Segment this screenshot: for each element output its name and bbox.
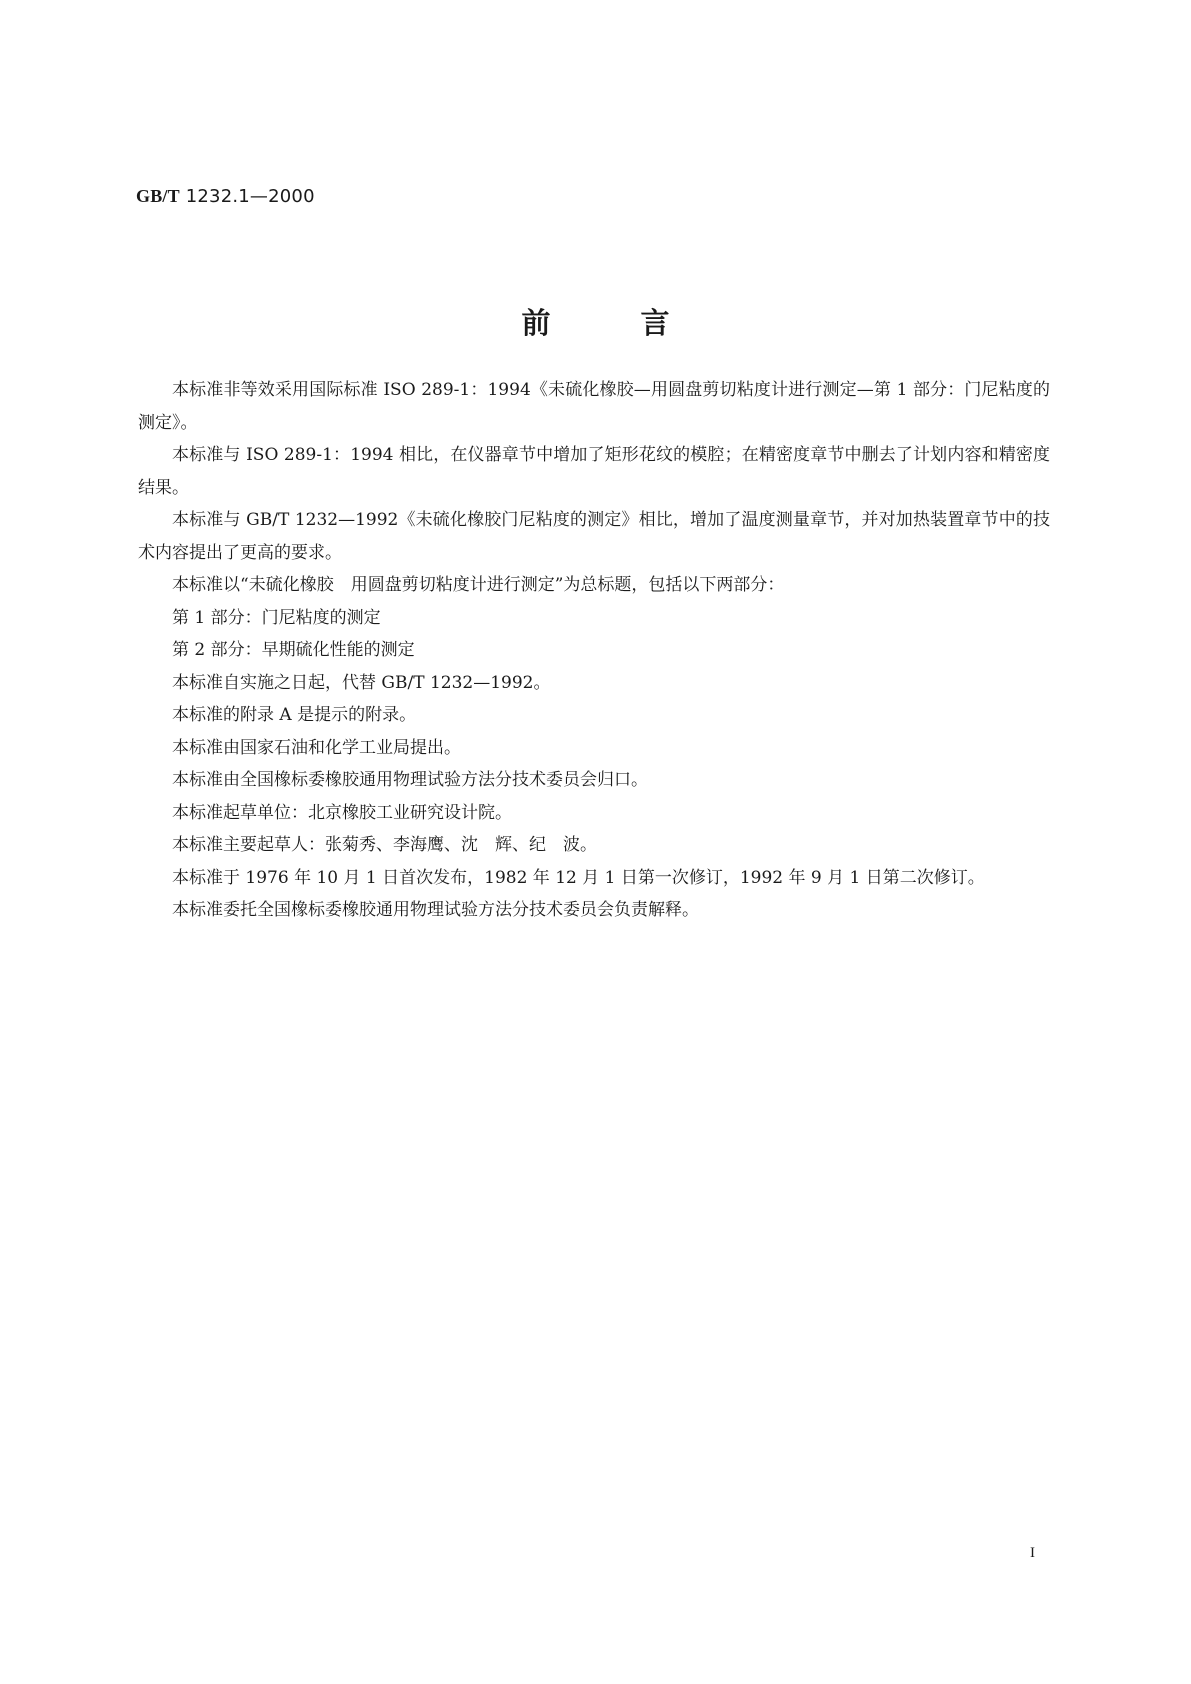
paragraph: 本标准非等效采用国际标准 ISO 289-1：1994《未硫化橡胶—用圆盘剪切粘度计进行测定—第 1 部分：门尼粘度的测定》。 bbox=[138, 380, 1050, 433]
paragraph: 本标准于 1976 年 10 月 1 日首次发布，1982 年 12 月 1 日第一次修订，1992 年 9 月 1 日第二次修订。 bbox=[172, 867, 985, 888]
paragraph: 本标准主要起草人：张菊秀、李海鹰、沈 辉、纪 波。 bbox=[172, 835, 597, 855]
standard-number bbox=[136, 186, 315, 207]
paragraph: 本标准与 ISO 289-1：1994 相比，在仪器章节中增加了矩形花纹的模腔；在精密度章节中删去了计划内容和精密度结果。 bbox=[138, 445, 1050, 498]
paragraph: 第 1 部分：门尼粘度的测定 bbox=[172, 607, 381, 628]
standard-code: GB/T bbox=[136, 186, 180, 206]
page-title-char-1: 前 bbox=[521, 306, 551, 340]
paragraph: 本标准与 GB/T 1232—1992《未硫化橡胶门尼粘度的测定》相比，增加了温度测量章节，并对加热装置章节中的技术内容提出了更高的要求。 bbox=[138, 510, 1050, 563]
paragraph: 本标准以“未硫化橡胶 用圆盘剪切粘度计进行测定”为总标题，包括以下两部分： bbox=[172, 575, 785, 595]
paragraph: 本标准的附录 A 是提示的附录。 bbox=[172, 705, 417, 725]
page-title bbox=[0, 306, 1191, 340]
paragraph: 本标准起草单位：北京橡胶工业研究设计院。 bbox=[172, 802, 512, 823]
page-number: I bbox=[1030, 1545, 1035, 1561]
paragraph: 本标准由全国橡标委橡胶通用物理试验方法分技术委员会归口。 bbox=[172, 770, 648, 790]
paragraph: 第 2 部分：早期硫化性能的测定 bbox=[172, 640, 415, 660]
paragraph: 本标准委托全国橡标委橡胶通用物理试验方法分技术委员会负责解释。 bbox=[172, 900, 699, 920]
standard-number-value: 1232.1—2000 bbox=[185, 186, 315, 207]
paragraph: 本标准由国家石油和化学工业局提出。 bbox=[172, 737, 461, 758]
page-title-char-2: 言 bbox=[640, 306, 670, 340]
foreword-body bbox=[138, 374, 1050, 927]
paragraph: 本标准自实施之日起，代替 GB/T 1232—1992。 bbox=[172, 672, 551, 693]
